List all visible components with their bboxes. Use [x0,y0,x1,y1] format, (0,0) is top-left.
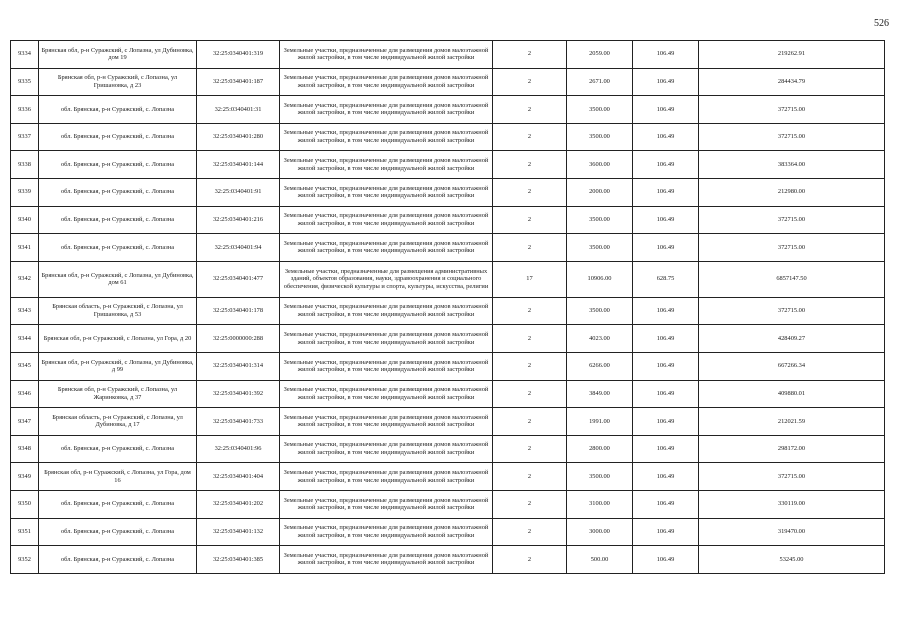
area-cell: 2059.00 [567,41,633,69]
table-row [11,325,885,353]
row-number-cell: 9343 [11,297,39,325]
cadastral-value-cell: 372715.00 [699,206,885,234]
group-code-cell: 2 [493,380,567,408]
land-use-category-cell: Земельные участки, предназначенные для размещения домов малоэтажной жилой застройки, в том числе индивидуальной жилой застройки [280,178,493,206]
specific-value-cell: 106.49 [633,96,699,124]
table-row [11,380,885,408]
row-number-cell: 9340 [11,206,39,234]
cadastral-number-cell: 32:25:0340401:187 [197,68,280,96]
cadastral-value-cell: 6857147.50 [699,261,885,297]
table-row [11,546,885,574]
area-cell: 3500.00 [567,234,633,262]
area-cell: 3849.00 [567,380,633,408]
area-cell: 3600.00 [567,151,633,179]
specific-value-cell: 106.49 [633,206,699,234]
group-code-cell: 2 [493,352,567,380]
cadastral-value-cell: 372715.00 [699,463,885,491]
area-cell: 2800.00 [567,435,633,463]
row-number-cell: 9335 [11,68,39,96]
specific-value-cell: 106.49 [633,380,699,408]
address-cell: Брянская область, р-н Суражский, с Лопазна, ул Дубиновка, д 17 [39,408,197,436]
address-cell: обл. Брянская, р-н Суражский, с. Лопазна [39,518,197,546]
area-cell: 3500.00 [567,123,633,151]
area-cell: 6266.00 [567,352,633,380]
specific-value-cell: 106.49 [633,151,699,179]
area-cell: 4023.00 [567,325,633,353]
cadastral-value-cell: 372715.00 [699,234,885,262]
cadastral-number-cell: 32:25:0340401:404 [197,463,280,491]
registry-body [11,41,885,574]
area-cell: 3100.00 [567,490,633,518]
area-cell: 500.00 [567,546,633,574]
table-row [11,463,885,491]
land-use-category-cell: Земельные участки, предназначенные для размещения домов малоэтажной жилой застройки, в том числе индивидуальной жилой застройки [280,41,493,69]
row-number-cell: 9352 [11,546,39,574]
specific-value-cell: 106.49 [633,178,699,206]
page-number: 526 [874,18,889,29]
table-row [11,297,885,325]
table-row [11,518,885,546]
address-cell: обл. Брянская, р-н Суражский, с. Лопазна [39,206,197,234]
specific-value-cell: 106.49 [633,490,699,518]
table-row [11,352,885,380]
cadastral-number-cell: 32:25:0000000:288 [197,325,280,353]
specific-value-cell: 106.49 [633,435,699,463]
cadastral-number-cell: 32:25:0340401:477 [197,261,280,297]
group-code-cell: 2 [493,297,567,325]
address-cell: обл. Брянская, р-н Суражский, с. Лопазна [39,178,197,206]
table-row [11,151,885,179]
land-use-category-cell: Земельные участки, предназначенные для размещения домов малоэтажной жилой застройки, в том числе индивидуальной жилой застройки [280,151,493,179]
row-number-cell: 9336 [11,96,39,124]
table-row [11,68,885,96]
area-cell: 3500.00 [567,463,633,491]
cadastral-number-cell: 32:25:0340401:280 [197,123,280,151]
address-cell: обл. Брянская, р-н Суражский, с. Лопазна [39,234,197,262]
group-code-cell: 2 [493,206,567,234]
group-code-cell: 2 [493,325,567,353]
registry-table [10,40,885,574]
table-row [11,490,885,518]
address-cell: обл. Брянская, р-н Суражский, с. Лопазна [39,96,197,124]
land-use-category-cell: Земельные участки, предназначенные для размещения домов малоэтажной жилой застройки, в том числе индивидуальной жилой застройки [280,68,493,96]
row-number-cell: 9347 [11,408,39,436]
specific-value-cell: 106.49 [633,68,699,96]
cadastral-number-cell: 32:25:0340401:216 [197,206,280,234]
cadastral-number-cell: 32:25:0340401:202 [197,490,280,518]
address-cell: Брянская область, р-н Суражский, с Лопазна, ул Гришановка, д 53 [39,297,197,325]
area-cell: 3500.00 [567,96,633,124]
group-code-cell: 2 [493,123,567,151]
area-cell: 1991.00 [567,408,633,436]
specific-value-cell: 628.75 [633,261,699,297]
land-use-category-cell: Земельные участки, предназначенные для размещения домов малоэтажной жилой застройки, в том числе индивидуальной жилой застройки [280,96,493,124]
cadastral-value-cell: 212980.00 [699,178,885,206]
group-code-cell: 2 [493,41,567,69]
cadastral-value-cell: 298172.00 [699,435,885,463]
row-number-cell: 9334 [11,41,39,69]
group-code-cell: 2 [493,518,567,546]
row-number-cell: 9350 [11,490,39,518]
table-row [11,261,885,297]
area-cell: 2671.00 [567,68,633,96]
specific-value-cell: 106.49 [633,463,699,491]
address-cell: обл. Брянская, р-н Суражский, с. Лопазна [39,123,197,151]
address-cell: Брянская обл, р-н Суражский, с Лопазна, ул Гора, дом 16 [39,463,197,491]
cadastral-number-cell: 32:25:0340401:144 [197,151,280,179]
land-use-category-cell: Земельные участки, предназначенные для размещения домов малоэтажной жилой застройки, в том числе индивидуальной жилой застройки [280,325,493,353]
address-cell: обл. Брянская, р-н Суражский, с. Лопазна [39,546,197,574]
group-code-cell: 2 [493,546,567,574]
group-code-cell: 2 [493,96,567,124]
cadastral-value-cell: 383364.00 [699,151,885,179]
table-row [11,41,885,69]
land-use-category-cell: Земельные участки, предназначенные для размещения домов малоэтажной жилой застройки, в том числе индивидуальной жилой застройки [280,546,493,574]
cadastral-number-cell: 32:25:0340401:91 [197,178,280,206]
row-number-cell: 9342 [11,261,39,297]
group-code-cell: 2 [493,435,567,463]
table-row [11,206,885,234]
cadastral-value-cell: 212021.59 [699,408,885,436]
cadastral-value-cell: 372715.00 [699,96,885,124]
row-number-cell: 9346 [11,380,39,408]
table-row [11,408,885,436]
cadastral-number-cell: 32:25:0340401:94 [197,234,280,262]
specific-value-cell: 106.49 [633,325,699,353]
row-number-cell: 9351 [11,518,39,546]
row-number-cell: 9339 [11,178,39,206]
table-row [11,435,885,463]
cadastral-number-cell: 32:25:0340401:178 [197,297,280,325]
row-number-cell: 9349 [11,463,39,491]
row-number-cell: 9345 [11,352,39,380]
cadastral-value-cell: 219262.91 [699,41,885,69]
area-cell: 3500.00 [567,206,633,234]
group-code-cell: 2 [493,408,567,436]
group-code-cell: 2 [493,178,567,206]
group-code-cell: 2 [493,234,567,262]
specific-value-cell: 106.49 [633,123,699,151]
cadastral-value-cell: 319470.00 [699,518,885,546]
cadastral-value-cell: 284434.79 [699,68,885,96]
row-number-cell: 9344 [11,325,39,353]
land-use-category-cell: Земельные участки, предназначенные для размещения домов малоэтажной жилой застройки, в том числе индивидуальной жилой застройки [280,352,493,380]
specific-value-cell: 106.49 [633,297,699,325]
row-number-cell: 9348 [11,435,39,463]
cadastral-number-cell: 32:25:0340401:31 [197,96,280,124]
specific-value-cell: 106.49 [633,41,699,69]
group-code-cell: 2 [493,68,567,96]
group-code-cell: 2 [493,490,567,518]
land-use-category-cell: Земельные участки, предназначенные для размещения домов малоэтажной жилой застройки, в том числе индивидуальной жилой застройки [280,408,493,436]
cadastral-value-cell: 372715.00 [699,297,885,325]
land-use-category-cell: Земельные участки, предназначенные для размещения домов малоэтажной жилой застройки, в том числе индивидуальной жилой застройки [280,463,493,491]
land-use-category-cell: Земельные участки, предназначенные для размещения домов малоэтажной жилой застройки, в том числе индивидуальной жилой застройки [280,123,493,151]
address-cell: обл. Брянская, р-н Суражский, с. Лопазна [39,151,197,179]
area-cell: 3000.00 [567,518,633,546]
address-cell: Брянская обл, р-н Суражский, с Лопазна, ул Дубиновка, дом 61 [39,261,197,297]
row-number-cell: 9338 [11,151,39,179]
address-cell: Брянская обл, р-н Суражский, с Лопазна, ул Гора, д 20 [39,325,197,353]
row-number-cell: 9337 [11,123,39,151]
address-cell: Брянская обл, р-н Суражский, с Лопазна, ул Дубиновка, д 99 [39,352,197,380]
specific-value-cell: 106.49 [633,408,699,436]
group-code-cell: 2 [493,463,567,491]
address-cell: Брянская обл, р-н Суражский, с Лопазна, ул Гришановка, д 23 [39,68,197,96]
group-code-cell: 17 [493,261,567,297]
land-use-category-cell: Земельные участки, предназначенные для размещения домов малоэтажной жилой застройки, в том числе индивидуальной жилой застройки [280,297,493,325]
cadastral-number-cell: 32:25:0340401:319 [197,41,280,69]
address-cell: обл. Брянская, р-н Суражский, с. Лопазна [39,435,197,463]
cadastral-value-cell: 428409.27 [699,325,885,353]
table-row [11,234,885,262]
land-use-category-cell: Земельные участки, предназначенные для размещения административных зданий, объектов образования, науки, здравоохранения и социального обеспечения, физической культуры и спорта, культуры, искусства, религии [280,261,493,297]
cadastral-value-cell: 372715.00 [699,123,885,151]
cadastral-number-cell: 32:25:0340401:96 [197,435,280,463]
area-cell: 2000.00 [567,178,633,206]
area-cell: 3500.00 [567,297,633,325]
cadastral-value-cell: 409880.01 [699,380,885,408]
address-cell: Брянская обл, р-н Суражский, с Лопазна, ул Дубиновка, дом 19 [39,41,197,69]
land-use-category-cell: Земельные участки, предназначенные для размещения домов малоэтажной жилой застройки, в том числе индивидуальной жилой застройки [280,234,493,262]
group-code-cell: 2 [493,151,567,179]
table-row [11,123,885,151]
specific-value-cell: 106.49 [633,546,699,574]
specific-value-cell: 106.49 [633,234,699,262]
address-cell: Брянская обл, р-н Суражский, с Лопазна, ул Жаринковка, д 37 [39,380,197,408]
cadastral-number-cell: 32:25:0340401:392 [197,380,280,408]
cadastral-value-cell: 667266.34 [699,352,885,380]
land-use-category-cell: Земельные участки, предназначенные для размещения домов малоэтажной жилой застройки, в том числе индивидуальной жилой застройки [280,518,493,546]
cadastral-number-cell: 32:25:0340401:132 [197,518,280,546]
cadastral-number-cell: 32:25:0340401:733 [197,408,280,436]
land-use-category-cell: Земельные участки, предназначенные для размещения домов малоэтажной жилой застройки, в том числе индивидуальной жилой застройки [280,206,493,234]
land-use-category-cell: Земельные участки, предназначенные для размещения домов малоэтажной жилой застройки, в том числе индивидуальной жилой застройки [280,435,493,463]
land-use-category-cell: Земельные участки, предназначенные для размещения домов малоэтажной жилой застройки, в том числе индивидуальной жилой застройки [280,380,493,408]
cadastral-number-cell: 32:25:0340401:385 [197,546,280,574]
cadastral-value-cell: 53245.00 [699,546,885,574]
cadastral-number-cell: 32:25:0340401:314 [197,352,280,380]
specific-value-cell: 106.49 [633,352,699,380]
area-cell: 10906.00 [567,261,633,297]
address-cell: обл. Брянская, р-н Суражский, с. Лопазна [39,490,197,518]
table-row [11,178,885,206]
table-row [11,96,885,124]
row-number-cell: 9341 [11,234,39,262]
specific-value-cell: 106.49 [633,518,699,546]
land-use-category-cell: Земельные участки, предназначенные для размещения домов малоэтажной жилой застройки, в том числе индивидуальной жилой застройки [280,490,493,518]
cadastral-value-cell: 330119.00 [699,490,885,518]
